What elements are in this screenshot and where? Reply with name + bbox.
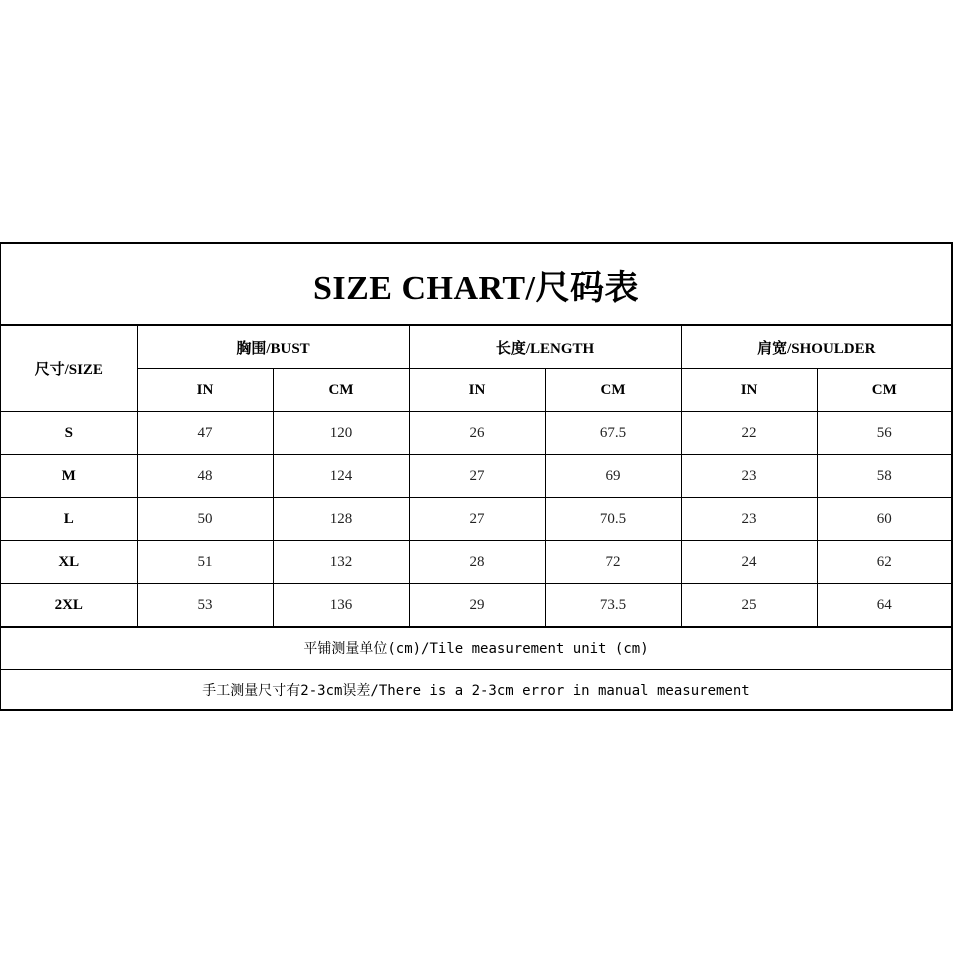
bust-cm: 128 (273, 498, 409, 541)
bust-in: 47 (137, 412, 273, 455)
size-label: M (1, 455, 137, 498)
size-label: XL (1, 541, 137, 584)
table-row (1, 498, 951, 541)
unit-header: CM (273, 369, 409, 412)
size-label: L (1, 498, 137, 541)
bust-cm: 132 (273, 541, 409, 584)
size-chart (0, 242, 953, 711)
shoulder-cm: 60 (817, 498, 951, 541)
bust-in: 51 (137, 541, 273, 584)
bust-in: 53 (137, 584, 273, 628)
table-row (1, 412, 951, 455)
shoulder-in: 23 (681, 498, 817, 541)
shoulder-cm: 58 (817, 455, 951, 498)
bust-cm: 136 (273, 584, 409, 628)
unit-header: IN (137, 369, 273, 412)
length-cm: 70.5 (545, 498, 681, 541)
length-cm: 73.5 (545, 584, 681, 628)
shoulder-cm: 56 (817, 412, 951, 455)
unit-header: CM (817, 369, 951, 412)
unit-header-row (1, 369, 951, 412)
shoulder-header: 肩宽/SHOULDER (681, 326, 951, 369)
chart-title: SIZE CHART/尺码表 (1, 244, 951, 326)
length-in: 29 (409, 584, 545, 628)
size-column-header: 尺寸/SIZE (1, 326, 137, 412)
length-cm: 69 (545, 455, 681, 498)
measurement-error-note: 手工测量尺寸有2-3cm误差/There is a 2-3cm error in manual measurement (202, 683, 750, 699)
shoulder-in: 24 (681, 541, 817, 584)
shoulder-in: 25 (681, 584, 817, 628)
bust-cm: 124 (273, 455, 409, 498)
length-cm: 67.5 (545, 412, 681, 455)
shoulder-cm: 64 (817, 584, 951, 628)
table-row (1, 584, 951, 628)
length-header: 长度/LENGTH (409, 326, 681, 369)
length-in: 27 (409, 455, 545, 498)
size-label: 2XL (1, 584, 137, 628)
table-row (1, 455, 951, 498)
shoulder-cm: 62 (817, 541, 951, 584)
size-table (1, 326, 951, 628)
length-cm: 72 (545, 541, 681, 584)
length-in: 27 (409, 498, 545, 541)
size-label: S (1, 412, 137, 455)
unit-header: IN (409, 369, 545, 412)
bust-header: 胸围/BUST (137, 326, 409, 369)
shoulder-in: 22 (681, 412, 817, 455)
unit-header: IN (681, 369, 817, 412)
bust-in: 50 (137, 498, 273, 541)
bust-in: 48 (137, 455, 273, 498)
length-in: 28 (409, 541, 545, 584)
length-in: 26 (409, 412, 545, 455)
measurement-unit-note: 平铺测量单位(cm)/Tile measurement unit (cm) (1, 627, 951, 670)
shoulder-in: 23 (681, 455, 817, 498)
table-row (1, 541, 951, 584)
group-header-row (1, 326, 951, 369)
bust-cm: 120 (273, 412, 409, 455)
unit-header: CM (545, 369, 681, 412)
